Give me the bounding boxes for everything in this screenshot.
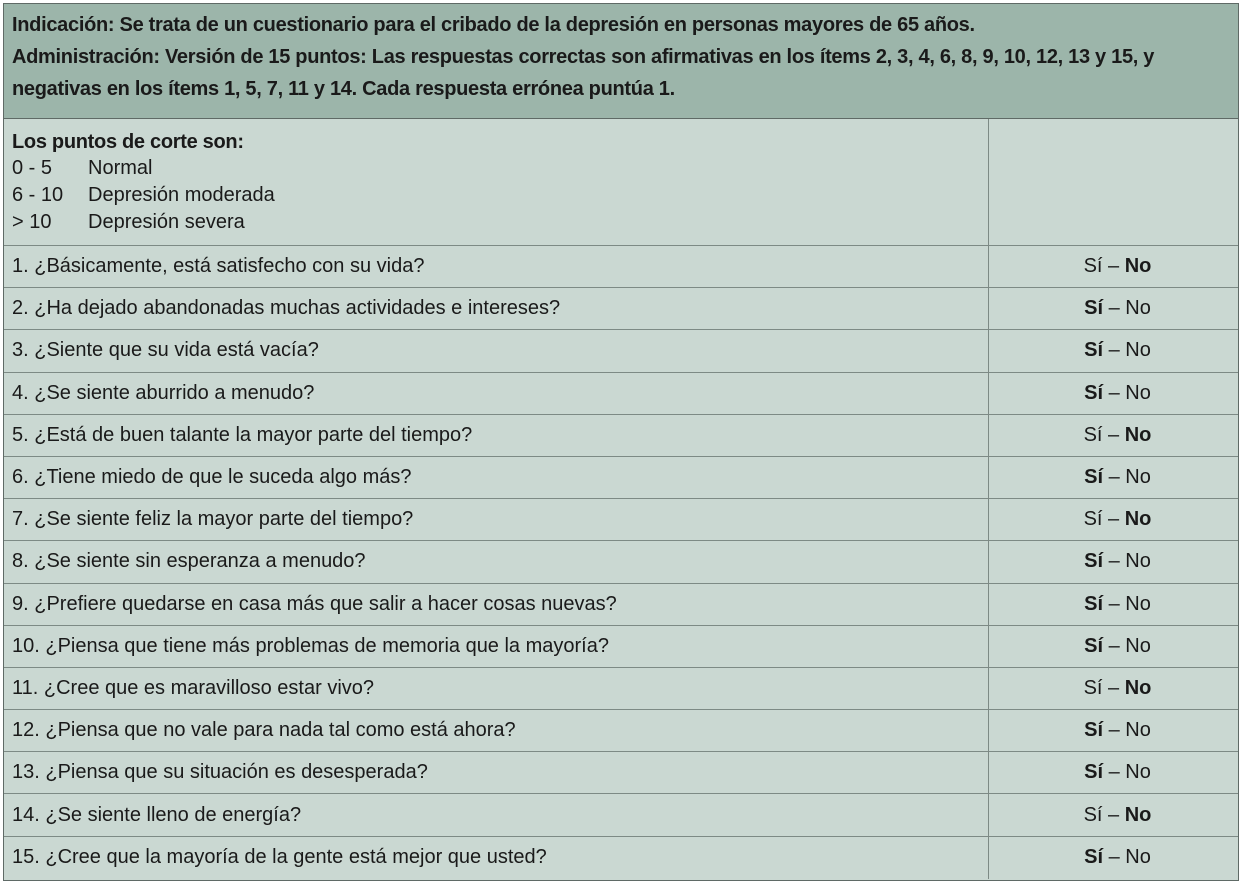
question-text: 13. ¿Piensa que su situación es desesperada? <box>4 752 989 793</box>
administracion-text-line2: negativas en los ítems 1, 5, 7, 11 y 14. Cada respuesta errónea puntúa 1. <box>12 78 675 100</box>
answer-cell <box>989 584 1238 625</box>
answer-cell <box>989 246 1238 287</box>
cutoff-range-row <box>12 182 988 209</box>
cutoff-range-label: Normal <box>88 157 153 179</box>
answer-no: No <box>1125 297 1151 320</box>
question-row <box>4 794 1238 836</box>
question-row <box>4 626 1238 668</box>
answer-yes: Sí <box>1084 719 1104 742</box>
cutoff-range-value: > 10 <box>12 211 52 233</box>
answer-separator: – <box>1103 719 1126 742</box>
answer-separator: – <box>1102 803 1125 826</box>
answer-no: No <box>1125 466 1151 489</box>
answer-separator: – <box>1103 846 1126 869</box>
answer-no: No <box>1125 761 1151 784</box>
question-row <box>4 541 1238 583</box>
answer-separator: – <box>1102 423 1125 446</box>
question-row <box>4 415 1238 457</box>
answer-cell <box>989 457 1238 498</box>
answer-cell <box>989 668 1238 709</box>
question-text: 12. ¿Piensa que no vale para nada tal como está ahora? <box>4 710 989 751</box>
answer-cell <box>989 330 1238 371</box>
answer-yes: Sí <box>1084 381 1104 404</box>
answer-yes: Sí <box>1083 508 1103 531</box>
cutoff-range-value: 6 - 10 <box>12 184 64 206</box>
answer-separator: – <box>1103 466 1126 489</box>
depression-screening-table <box>3 3 1239 881</box>
answer-cell <box>989 752 1238 793</box>
answer-yes: Sí <box>1084 550 1104 573</box>
question-row <box>4 837 1238 879</box>
question-row <box>4 584 1238 626</box>
answer-yes: Sí <box>1084 634 1104 657</box>
answer-yes: Sí <box>1084 846 1104 869</box>
indicacion-text: Indicación: Se trata de un cuestionario para el cribado de la depresión en personas mayores de 65 años. <box>12 14 975 36</box>
answer-cell <box>989 499 1238 540</box>
question-text: 15. ¿Cree que la mayoría de la gente está mejor que usted? <box>4 837 989 879</box>
answer-no: No <box>1125 719 1151 742</box>
question-row <box>4 752 1238 794</box>
cutoff-row <box>4 119 1238 246</box>
administracion-text-line1: Administración: Versión de 15 puntos: Las respuestas correctas son afirmativas en los ítems 2, 3, 4, 6, 8, 9, 10, 12, 13 y 15, y <box>12 46 1155 68</box>
answer-cell <box>989 415 1238 456</box>
answer-yes: Sí <box>1084 466 1104 489</box>
answer-separator: – <box>1103 550 1126 573</box>
answer-cell <box>989 288 1238 329</box>
answer-separator: – <box>1102 255 1125 278</box>
cutoff-range-row <box>12 155 988 182</box>
answer-separator: – <box>1103 297 1126 320</box>
answer-yes: Sí <box>1084 761 1104 784</box>
answer-yes: Sí <box>1084 297 1104 320</box>
answer-cell <box>989 541 1238 582</box>
answer-yes: Sí <box>1084 339 1104 362</box>
answer-no: No <box>1125 846 1151 869</box>
question-text: 7. ¿Se siente feliz la mayor parte del tiempo? <box>4 499 989 540</box>
cutoff-range-label: Depresión moderada <box>88 184 275 206</box>
question-row <box>4 373 1238 415</box>
answer-no: No <box>1124 423 1152 446</box>
question-text: 14. ¿Se siente lleno de energía? <box>4 794 989 835</box>
answer-yes: Sí <box>1083 255 1103 278</box>
answer-no: No <box>1124 676 1152 699</box>
question-row <box>4 246 1238 288</box>
answer-separator: – <box>1103 339 1126 362</box>
question-text: 9. ¿Prefiere quedarse en casa más que salir a hacer cosas nuevas? <box>4 584 989 625</box>
question-row <box>4 288 1238 330</box>
question-text: 5. ¿Está de buen talante la mayor parte del tiempo? <box>4 415 989 456</box>
answer-separator: – <box>1103 592 1126 615</box>
answer-yes: Sí <box>1084 592 1104 615</box>
question-text: 1. ¿Básicamente, está satisfecho con su vida? <box>4 246 989 287</box>
answer-cell <box>989 626 1238 667</box>
answer-separator: – <box>1102 676 1125 699</box>
answer-no: No <box>1125 634 1151 657</box>
question-row <box>4 457 1238 499</box>
questions-list <box>4 246 1238 879</box>
question-row <box>4 499 1238 541</box>
answer-separator: – <box>1103 381 1126 404</box>
table-header <box>4 4 1238 119</box>
question-text: 11. ¿Cree que es maravilloso estar vivo? <box>4 668 989 709</box>
answer-no: No <box>1124 508 1152 531</box>
question-row <box>4 668 1238 710</box>
answer-no: No <box>1124 255 1152 278</box>
answer-cell <box>989 794 1238 835</box>
answer-separator: – <box>1103 634 1126 657</box>
question-row <box>4 330 1238 372</box>
answer-cell <box>989 837 1238 879</box>
question-text: 8. ¿Se siente sin esperanza a menudo? <box>4 541 989 582</box>
question-text: 2. ¿Ha dejado abandonadas muchas actividades e intereses? <box>4 288 989 329</box>
answer-separator: – <box>1102 508 1125 531</box>
answer-yes: Sí <box>1083 676 1103 699</box>
question-text: 4. ¿Se siente aburrido a menudo? <box>4 373 989 414</box>
cutoff-range-row <box>12 209 988 236</box>
question-text: 6. ¿Tiene miedo de que le suceda algo más? <box>4 457 989 498</box>
answer-yes: Sí <box>1083 803 1103 826</box>
answer-cell <box>989 710 1238 751</box>
answer-cell <box>989 373 1238 414</box>
answer-no: No <box>1125 550 1151 573</box>
answer-no: No <box>1124 803 1152 826</box>
question-row <box>4 710 1238 752</box>
answer-no: No <box>1125 339 1151 362</box>
answer-yes: Sí <box>1083 423 1103 446</box>
answer-no: No <box>1125 381 1151 404</box>
cutoff-cell <box>4 119 989 245</box>
answer-no: No <box>1125 592 1151 615</box>
answer-separator: – <box>1103 761 1126 784</box>
cutoff-empty-cell <box>989 119 1238 245</box>
cutoff-range-value: 0 - 5 <box>12 157 53 179</box>
question-text: 3. ¿Siente que su vida está vacía? <box>4 330 989 371</box>
cutoff-title: Los puntos de corte son: <box>12 131 244 153</box>
cutoff-range-label: Depresión severa <box>88 211 245 233</box>
question-text: 10. ¿Piensa que tiene más problemas de memoria que la mayoría? <box>4 626 989 667</box>
